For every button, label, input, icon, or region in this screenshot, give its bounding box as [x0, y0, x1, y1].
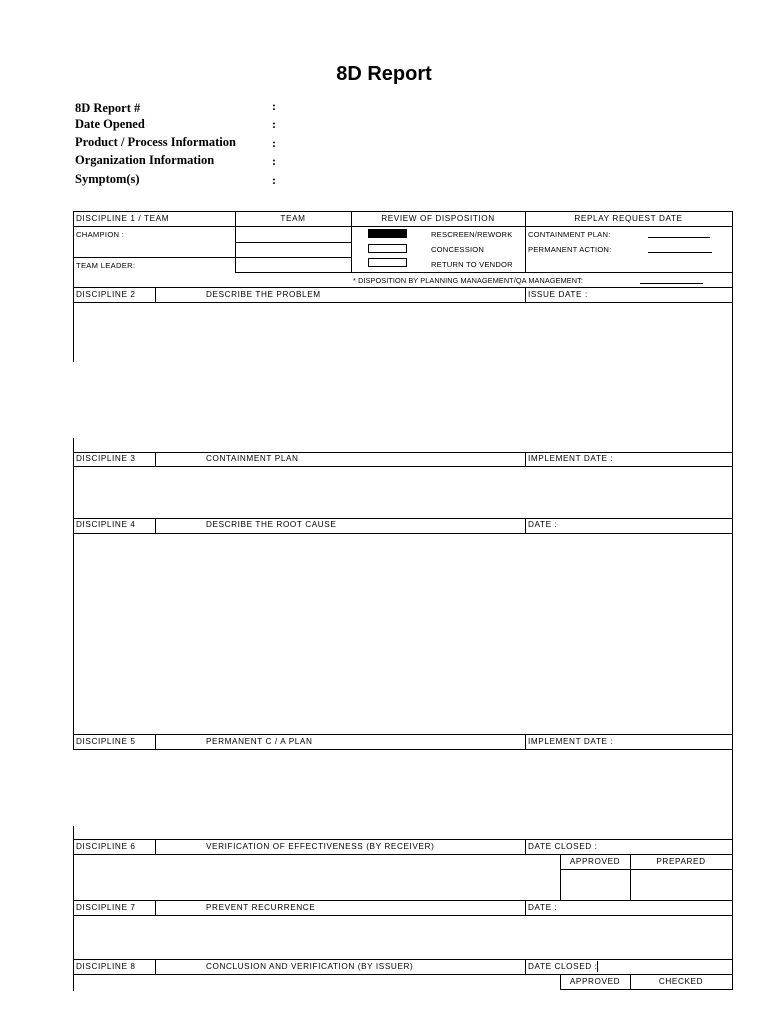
date-opened-colon: : — [272, 117, 276, 131]
describe-problem-label: DESCRIBE THE PROBLEM — [206, 290, 321, 299]
root-cause-area[interactable] — [75, 535, 731, 732]
table-rule — [73, 749, 733, 750]
discipline-4-label: DISCIPLINE 4 — [76, 520, 136, 529]
rescreen-checkbox[interactable] — [368, 229, 407, 238]
page-title: 8D Report — [336, 63, 432, 85]
table-rule — [235, 257, 351, 258]
champion-label: CHAMPION : — [76, 230, 125, 239]
report-number-colon: : — [272, 99, 276, 113]
table-rule — [73, 900, 74, 960]
approved-signature-6[interactable] — [562, 871, 629, 899]
table-rule — [640, 283, 703, 284]
table-rule — [73, 518, 733, 519]
root-cause-date-label: DATE : — [528, 520, 558, 529]
table-rule — [73, 226, 733, 227]
return-vendor-label: RETURN TO VENDOR — [431, 260, 513, 269]
table-rule — [155, 900, 156, 915]
table-rule — [525, 518, 526, 533]
discipline-7-label: DISCIPLINE 7 — [76, 903, 136, 912]
table-rule — [235, 242, 351, 243]
table-rule — [732, 287, 733, 453]
table-rule — [73, 452, 74, 519]
rescreen-label: RESCREEN/REWORK — [431, 230, 513, 239]
table-rule — [73, 915, 733, 916]
date-closed-label-8: DATE CLOSED : — [528, 962, 598, 971]
containment-plan-desc: CONTAINMENT PLAN — [206, 454, 299, 463]
prepared-signature[interactable] — [632, 871, 731, 899]
symptoms-colon: : — [272, 173, 276, 187]
table-rule — [525, 287, 526, 302]
permanent-action-label: PERMANENT ACTION: — [528, 245, 612, 254]
table-rule — [560, 989, 733, 990]
table-rule — [73, 839, 74, 901]
team-leader-label: TEAM LEADER: — [76, 261, 136, 270]
discipline-2-label: DISCIPLINE 2 — [76, 290, 136, 299]
table-rule — [155, 287, 156, 302]
table-rule — [155, 839, 156, 854]
permanent-ca-plan-area[interactable] — [75, 751, 731, 837]
table-rule — [732, 900, 733, 960]
table-rule — [648, 252, 712, 253]
review-disposition-header: REVIEW OF DISPOSITION — [381, 214, 495, 223]
concession-label: CONCESSION — [431, 245, 485, 254]
table-rule — [73, 287, 733, 288]
table-rule — [73, 854, 733, 855]
approved-header-8: APPROVED — [569, 977, 621, 986]
table-rule — [73, 974, 733, 975]
prevent-recurrence-label: PREVENT RECURRENCE — [206, 903, 316, 912]
table-rule — [73, 518, 74, 735]
replay-request-date-header: REPLAY REQUEST DATE — [574, 214, 683, 223]
containment-plan-label: CONTAINMENT PLAN: — [528, 230, 611, 239]
problem-description-area[interactable] — [75, 304, 731, 450]
table-rule — [525, 734, 526, 749]
table-rule — [73, 839, 733, 840]
date-label-7: DATE : — [528, 903, 558, 912]
table-rule — [73, 302, 733, 303]
discipline-8-label: DISCIPLINE 8 — [76, 962, 136, 971]
product-process-label: Product / Process Information — [75, 135, 236, 149]
conclusion-verification-label: CONCLUSION AND VERIFICATION (BY ISSUER) — [206, 962, 414, 971]
table-rule — [155, 518, 156, 533]
table-rule — [155, 734, 156, 749]
verification-effectiveness-label: VERIFICATION OF EFFECTIVENESS (BY RECEIVER) — [206, 842, 435, 851]
symptoms-label: Symptom(s) — [75, 172, 140, 186]
table-rule — [525, 900, 526, 915]
table-rule — [732, 518, 733, 735]
table-rule — [525, 839, 526, 854]
table-rule — [155, 452, 156, 466]
date-opened-label: Date Opened — [75, 117, 145, 131]
table-rule — [73, 257, 235, 258]
discipline-5-label: DISCIPLINE 5 — [76, 737, 136, 746]
organization-label: Organization Information — [75, 153, 215, 167]
table-rule — [732, 839, 733, 901]
table-rule — [73, 734, 733, 735]
implement-date-label-5: IMPLEMENT DATE : — [528, 737, 614, 746]
issue-date-label: ISSUE DATE : — [528, 290, 588, 299]
table-rule — [235, 272, 733, 273]
discipline-6-label: DISCIPLINE 6 — [76, 842, 136, 851]
table-rule — [732, 734, 733, 840]
table-rule — [73, 211, 74, 288]
discipline-1-label: DISCIPLINE 1 / TEAM — [76, 214, 170, 223]
root-cause-label: DESCRIBE THE ROOT CAUSE — [206, 520, 337, 529]
checked-header: CHECKED — [658, 977, 704, 986]
table-rule — [732, 959, 733, 989]
table-rule — [525, 959, 526, 974]
approved-header-6: APPROVED — [569, 857, 621, 866]
prepared-header: PREPARED — [656, 857, 706, 866]
organization-colon: : — [272, 154, 276, 168]
table-rule — [648, 237, 710, 238]
table-rule — [732, 211, 733, 288]
table-rule — [73, 734, 74, 750]
table-rule — [73, 900, 733, 901]
table-rule — [732, 452, 733, 519]
table-rule — [73, 959, 733, 960]
table-rule — [73, 533, 733, 534]
table-rule — [73, 466, 733, 467]
table-rule — [73, 438, 74, 453]
report-number-label: 8D Report # — [75, 101, 141, 115]
table-rule — [155, 959, 156, 974]
date-closed-label-6: DATE CLOSED : — [528, 842, 598, 851]
discipline-3-label: DISCIPLINE 3 — [76, 454, 136, 463]
containment-plan-area[interactable] — [75, 468, 731, 516]
return-vendor-checkbox[interactable] — [368, 258, 407, 267]
disposition-note: * DISPOSITION BY PLANNING MANAGEMENT/QA MANAGEMENT: — [353, 276, 583, 285]
permanent-ca-plan-label: PERMANENT C / A PLAN — [206, 737, 313, 746]
table-rule — [73, 211, 733, 212]
product-process-colon: : — [272, 136, 276, 150]
table-rule — [73, 287, 74, 362]
table-rule — [73, 959, 74, 991]
table-rule — [525, 452, 526, 466]
table-rule — [560, 869, 733, 870]
team-header: TEAM — [280, 214, 306, 223]
table-rule — [73, 452, 733, 453]
concession-checkbox[interactable] — [368, 244, 407, 253]
implement-date-label: IMPLEMENT DATE : — [528, 454, 614, 463]
prevent-recurrence-area[interactable] — [75, 917, 731, 957]
table-rule — [73, 826, 74, 840]
